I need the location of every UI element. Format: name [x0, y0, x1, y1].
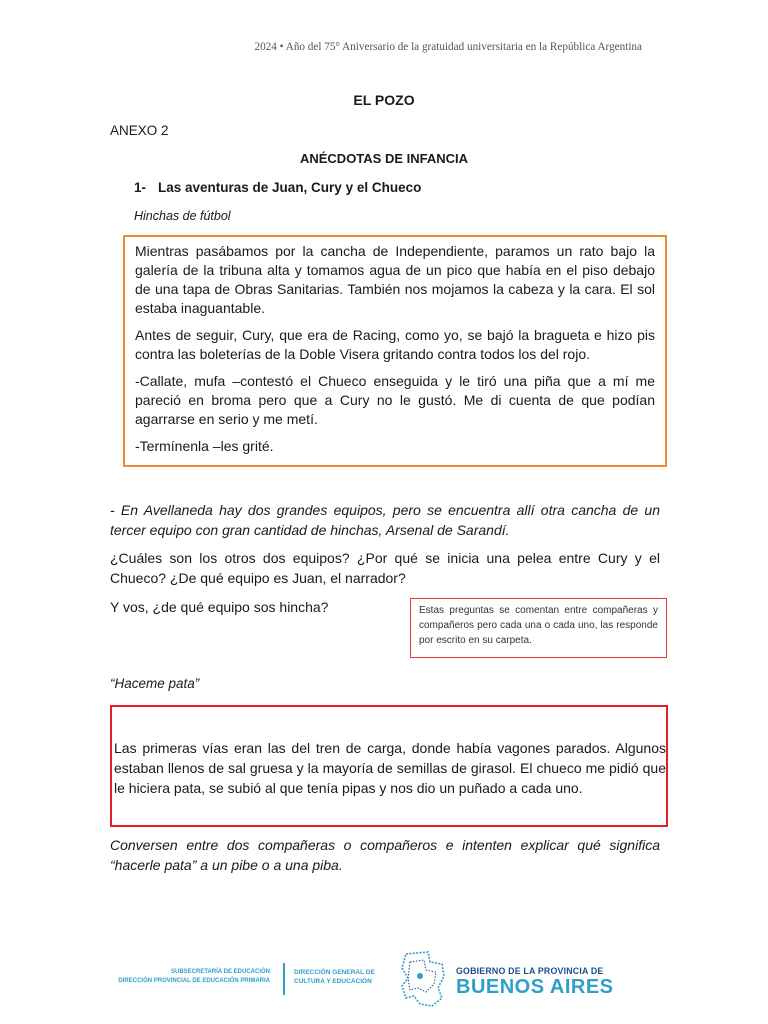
story-paragraph: Antes de seguir, Cury, que era de Racing, como yo, se bajó la bragueta e hizo pis contra las boleterías de la Doble Visera gritando contra todos los del rojo. — [135, 327, 655, 362]
story-paragraph: -Termínenla –les grité. — [135, 438, 274, 454]
dg-line-1: DIRECCIÓN GENERAL DE — [294, 969, 375, 976]
story-paragraph: -Callate, mufa –contestó el Chueco enseguida y le tiró una piña que a mí me pareció en broma pero que a Cury no le gustó. Me di cuenta de que podían agarrarse en serio y me metí. — [135, 373, 655, 427]
story-caption-haceme-pata: “Haceme pata” — [110, 676, 200, 691]
avellaneda-note: - En Avellaneda hay dos grandes equipos, pero se encuentra allí otra cancha de un tercer equipo con gran cantidad de hinchas, Arsenal de Sarandí. — [110, 502, 660, 538]
section-subtitle: ANÉCDOTAS DE INFANCIA — [299, 151, 469, 166]
buenos-aires-wordmark: BUENOS AIRES — [456, 976, 614, 998]
footer-logos — [0, 948, 768, 1008]
direccion-provincial-line: DIRECCIÓN PROVINCIAL DE EDUCACIÓN PRIMARIA — [118, 978, 270, 984]
anniversary-header: 2024 • Año del 75° Aniversario de la gratuidad universitaria en la República Argentina — [254, 41, 642, 53]
subsecretaria-logo-text — [105, 968, 270, 986]
annex-label: ANEXO 2 — [110, 123, 169, 138]
gobierno-line: GOBIERNO DE LA PROVINCIA DE — [456, 966, 604, 976]
story-paragraph: Las primeras vías eran las del tren de carga, donde había vagones parados. Algunos estaban llenos de sal gruesa y la mayoría de semillas de girasol. El chueco me pidió que le hiciera pata, se subió al que tenía pipas y nos dio un puñado a cada uno. — [114, 740, 666, 796]
dg-line-2: CULTURA Y EDUCACIÓN — [294, 978, 372, 985]
gobierno-logo-text — [456, 966, 626, 998]
story-box-football — [123, 235, 667, 467]
subsecretaria-line: SUBSECRETARÍA DE EDUCACIÓN — [170, 969, 270, 975]
province-map-icon — [398, 948, 450, 1010]
question-your-team: Y vos, ¿de qué equipo sos hincha? — [110, 599, 329, 615]
section-number: 1- — [134, 180, 147, 195]
section-heading — [134, 180, 421, 195]
story-box-haceme-pata — [110, 705, 668, 827]
questions-paragraph: ¿Cuáles son los otros dos equipos? ¿Por qué se inicia una pelea entre Cury y el Chueco? ¿De qué equipo es Juan, el narrador? — [110, 550, 660, 586]
activity-instruction: Conversen entre dos compañeras o compañeros e intenten explicar qué significa “hacerle pata” a un pibe o a una piba. — [110, 837, 660, 873]
section-title: Las aventuras de Juan, Cury y el Chueco — [158, 180, 422, 195]
footer-divider — [283, 963, 285, 995]
document-title: EL POZO — [353, 92, 415, 108]
story-caption-football: Hinchas de fútbol — [134, 209, 231, 223]
story-paragraph: Mientras pasábamos por la cancha de Independiente, paramos un rato bajo la galería de la tribuna alta y tomamos agua de un pico que había en el piso debajo de una tapa de Obras Sanitarias. También nos mojamos la cabeza y la cara. El sol estaba inaguantable. — [135, 243, 655, 316]
direccion-general-logo-text — [294, 968, 394, 986]
instruction-note-box: Estas preguntas se comentan entre compañeras y compañeros pero cada una o cada uno, las responde por escrito en su carpeta. — [410, 598, 667, 658]
